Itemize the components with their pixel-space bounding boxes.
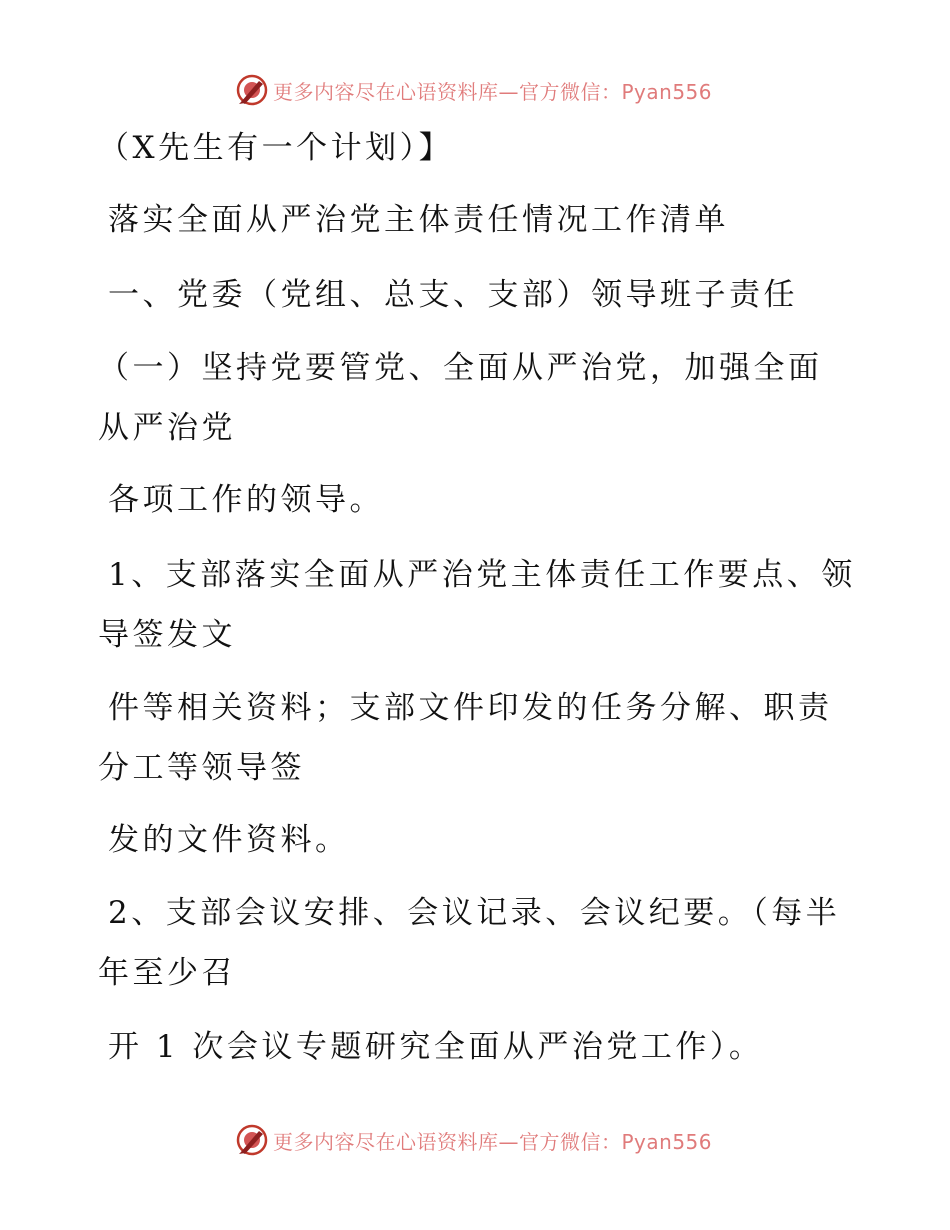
- subsection-heading: （一）坚持党要管党、全面从严治党，加强全面: [98, 350, 823, 386]
- item-1: 1、支部落实全面从严治党主体责任工作要点、领: [108, 557, 856, 593]
- watermark-footer: [235, 1122, 712, 1158]
- item-1-cont-2: 件等相关资料；支部文件印发的任务分解、职责: [108, 690, 833, 726]
- doc-line-6: 各项工作的领导。: [108, 482, 384, 518]
- item-1-cont-4: 发的文件资料。: [108, 822, 350, 858]
- watermark-header: [235, 72, 712, 108]
- pen-logo-icon: [235, 73, 269, 107]
- watermark-text: 更多内容尽在心语资料库—官方微信：Pyan556: [273, 79, 713, 104]
- watermark-text: 更多内容尽在心语资料库—官方微信：Pyan556: [273, 1129, 713, 1154]
- item-2-cont: 年至少召: [98, 955, 236, 991]
- item-2-cont-2: 开 1 次会议专题研究全面从严治党工作）。: [108, 1029, 764, 1065]
- doc-line-1: （X先生有一个计划）】: [98, 130, 454, 166]
- item-2: 2、支部会议安排、会议记录、会议纪要。（每半: [108, 895, 841, 931]
- item-1-cont: 导签发文: [98, 617, 236, 653]
- item-1-cont-3: 分工等领导签: [98, 750, 305, 786]
- section-heading: 一、党委（党组、总支、支部）领导班子责任: [108, 277, 798, 313]
- subsection-heading-cont: 从严治党: [98, 410, 236, 446]
- doc-title: 落实全面从严治党主体责任情况工作清单: [108, 202, 729, 238]
- pen-logo-icon: [235, 1123, 269, 1157]
